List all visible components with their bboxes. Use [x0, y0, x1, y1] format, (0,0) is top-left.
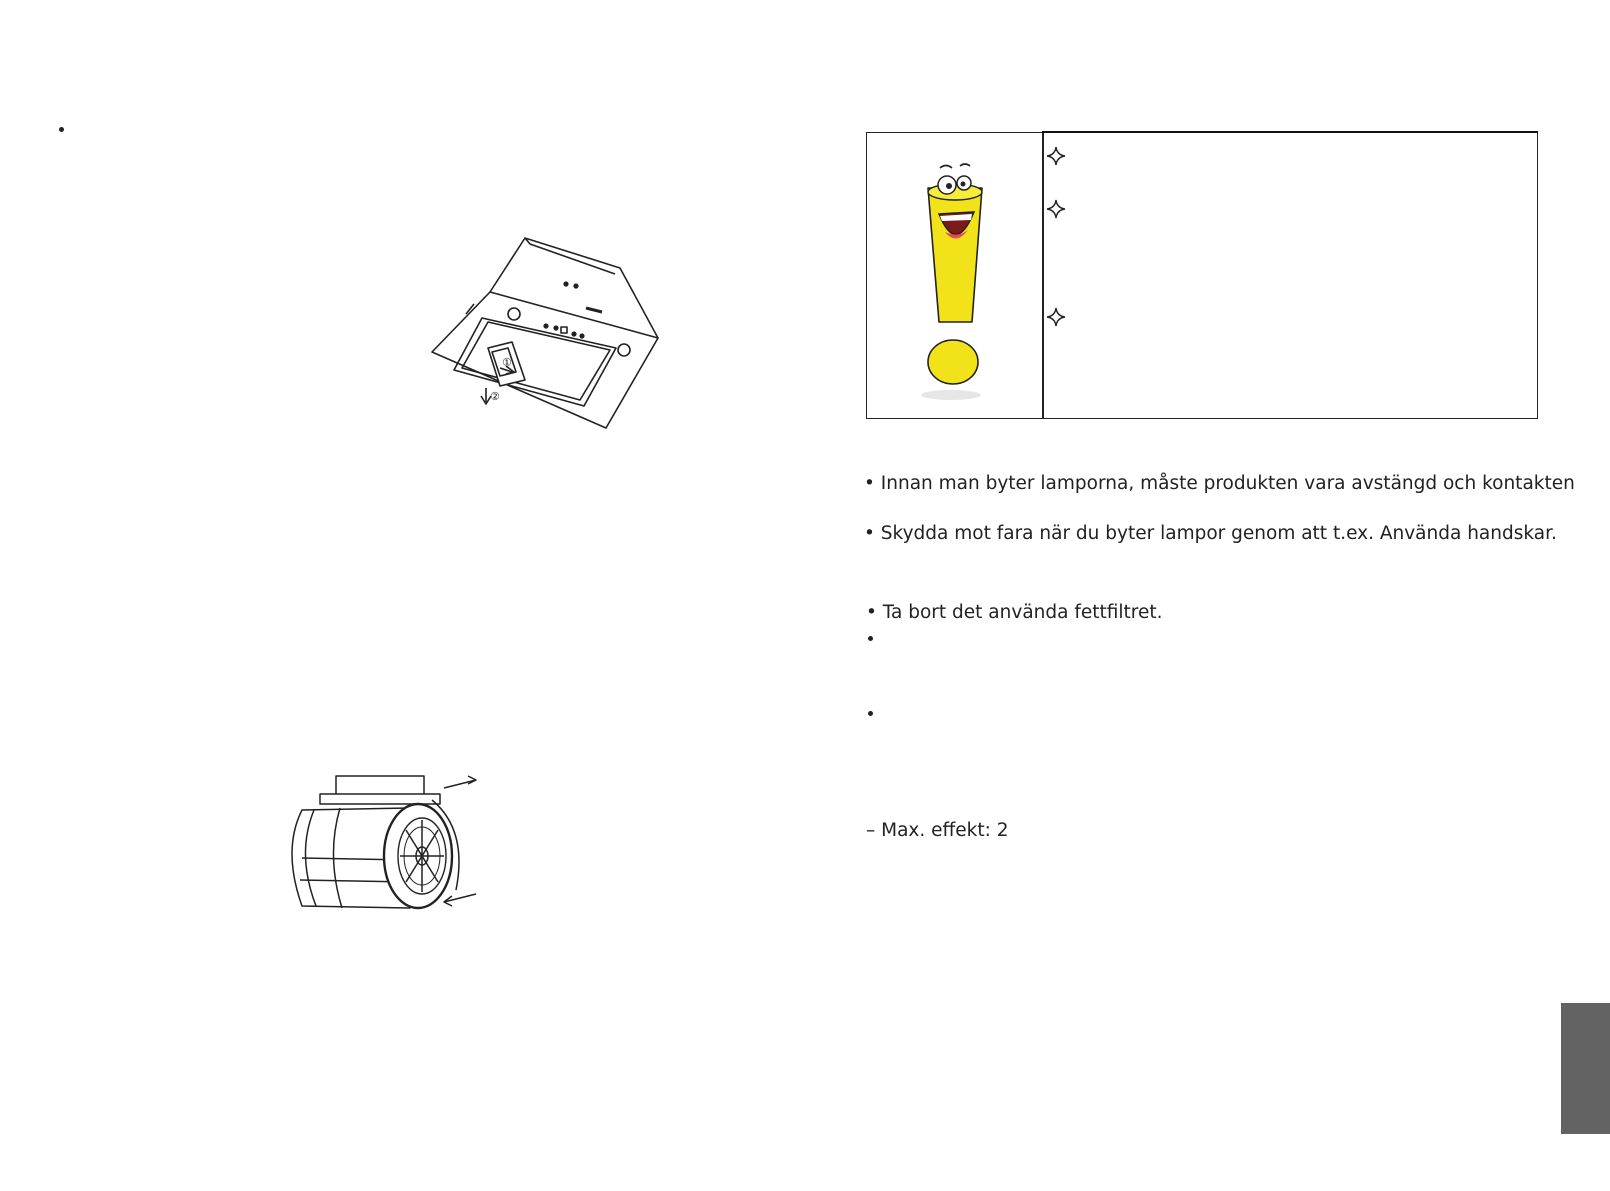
- step-one-marker: ①: [502, 356, 512, 369]
- step-two-marker: ②: [490, 390, 500, 403]
- bullet-dot: [868, 711, 873, 716]
- four-point-star-icon: [1046, 199, 1066, 219]
- four-point-star-icon: [1046, 146, 1066, 166]
- lamp-note-power-off: • Innan man byter lamporna, måste produkten vara avstängd och kontakten: [864, 473, 1575, 494]
- hood-filter-diagram: [430, 230, 690, 440]
- filter-step-remove: • Ta bort det använda fettfiltret.: [866, 602, 1163, 623]
- blower-motor-diagram: [280, 770, 495, 920]
- exclamation-mascot-icon: [910, 160, 988, 405]
- lamp-note-gloves: • Skydda mot fara när du byter lampor genom att t.ex. Använda handskar.: [864, 523, 1557, 544]
- side-tab: [1561, 1003, 1610, 1134]
- four-point-star-icon: [1046, 307, 1066, 327]
- max-power-spec: – Max. effekt: 2: [866, 820, 1009, 841]
- bullet-dot: [59, 127, 64, 132]
- warning-box-top-edge: [1042, 131, 1538, 133]
- warning-box-divider: [1042, 132, 1044, 419]
- bullet-dot: [868, 636, 873, 641]
